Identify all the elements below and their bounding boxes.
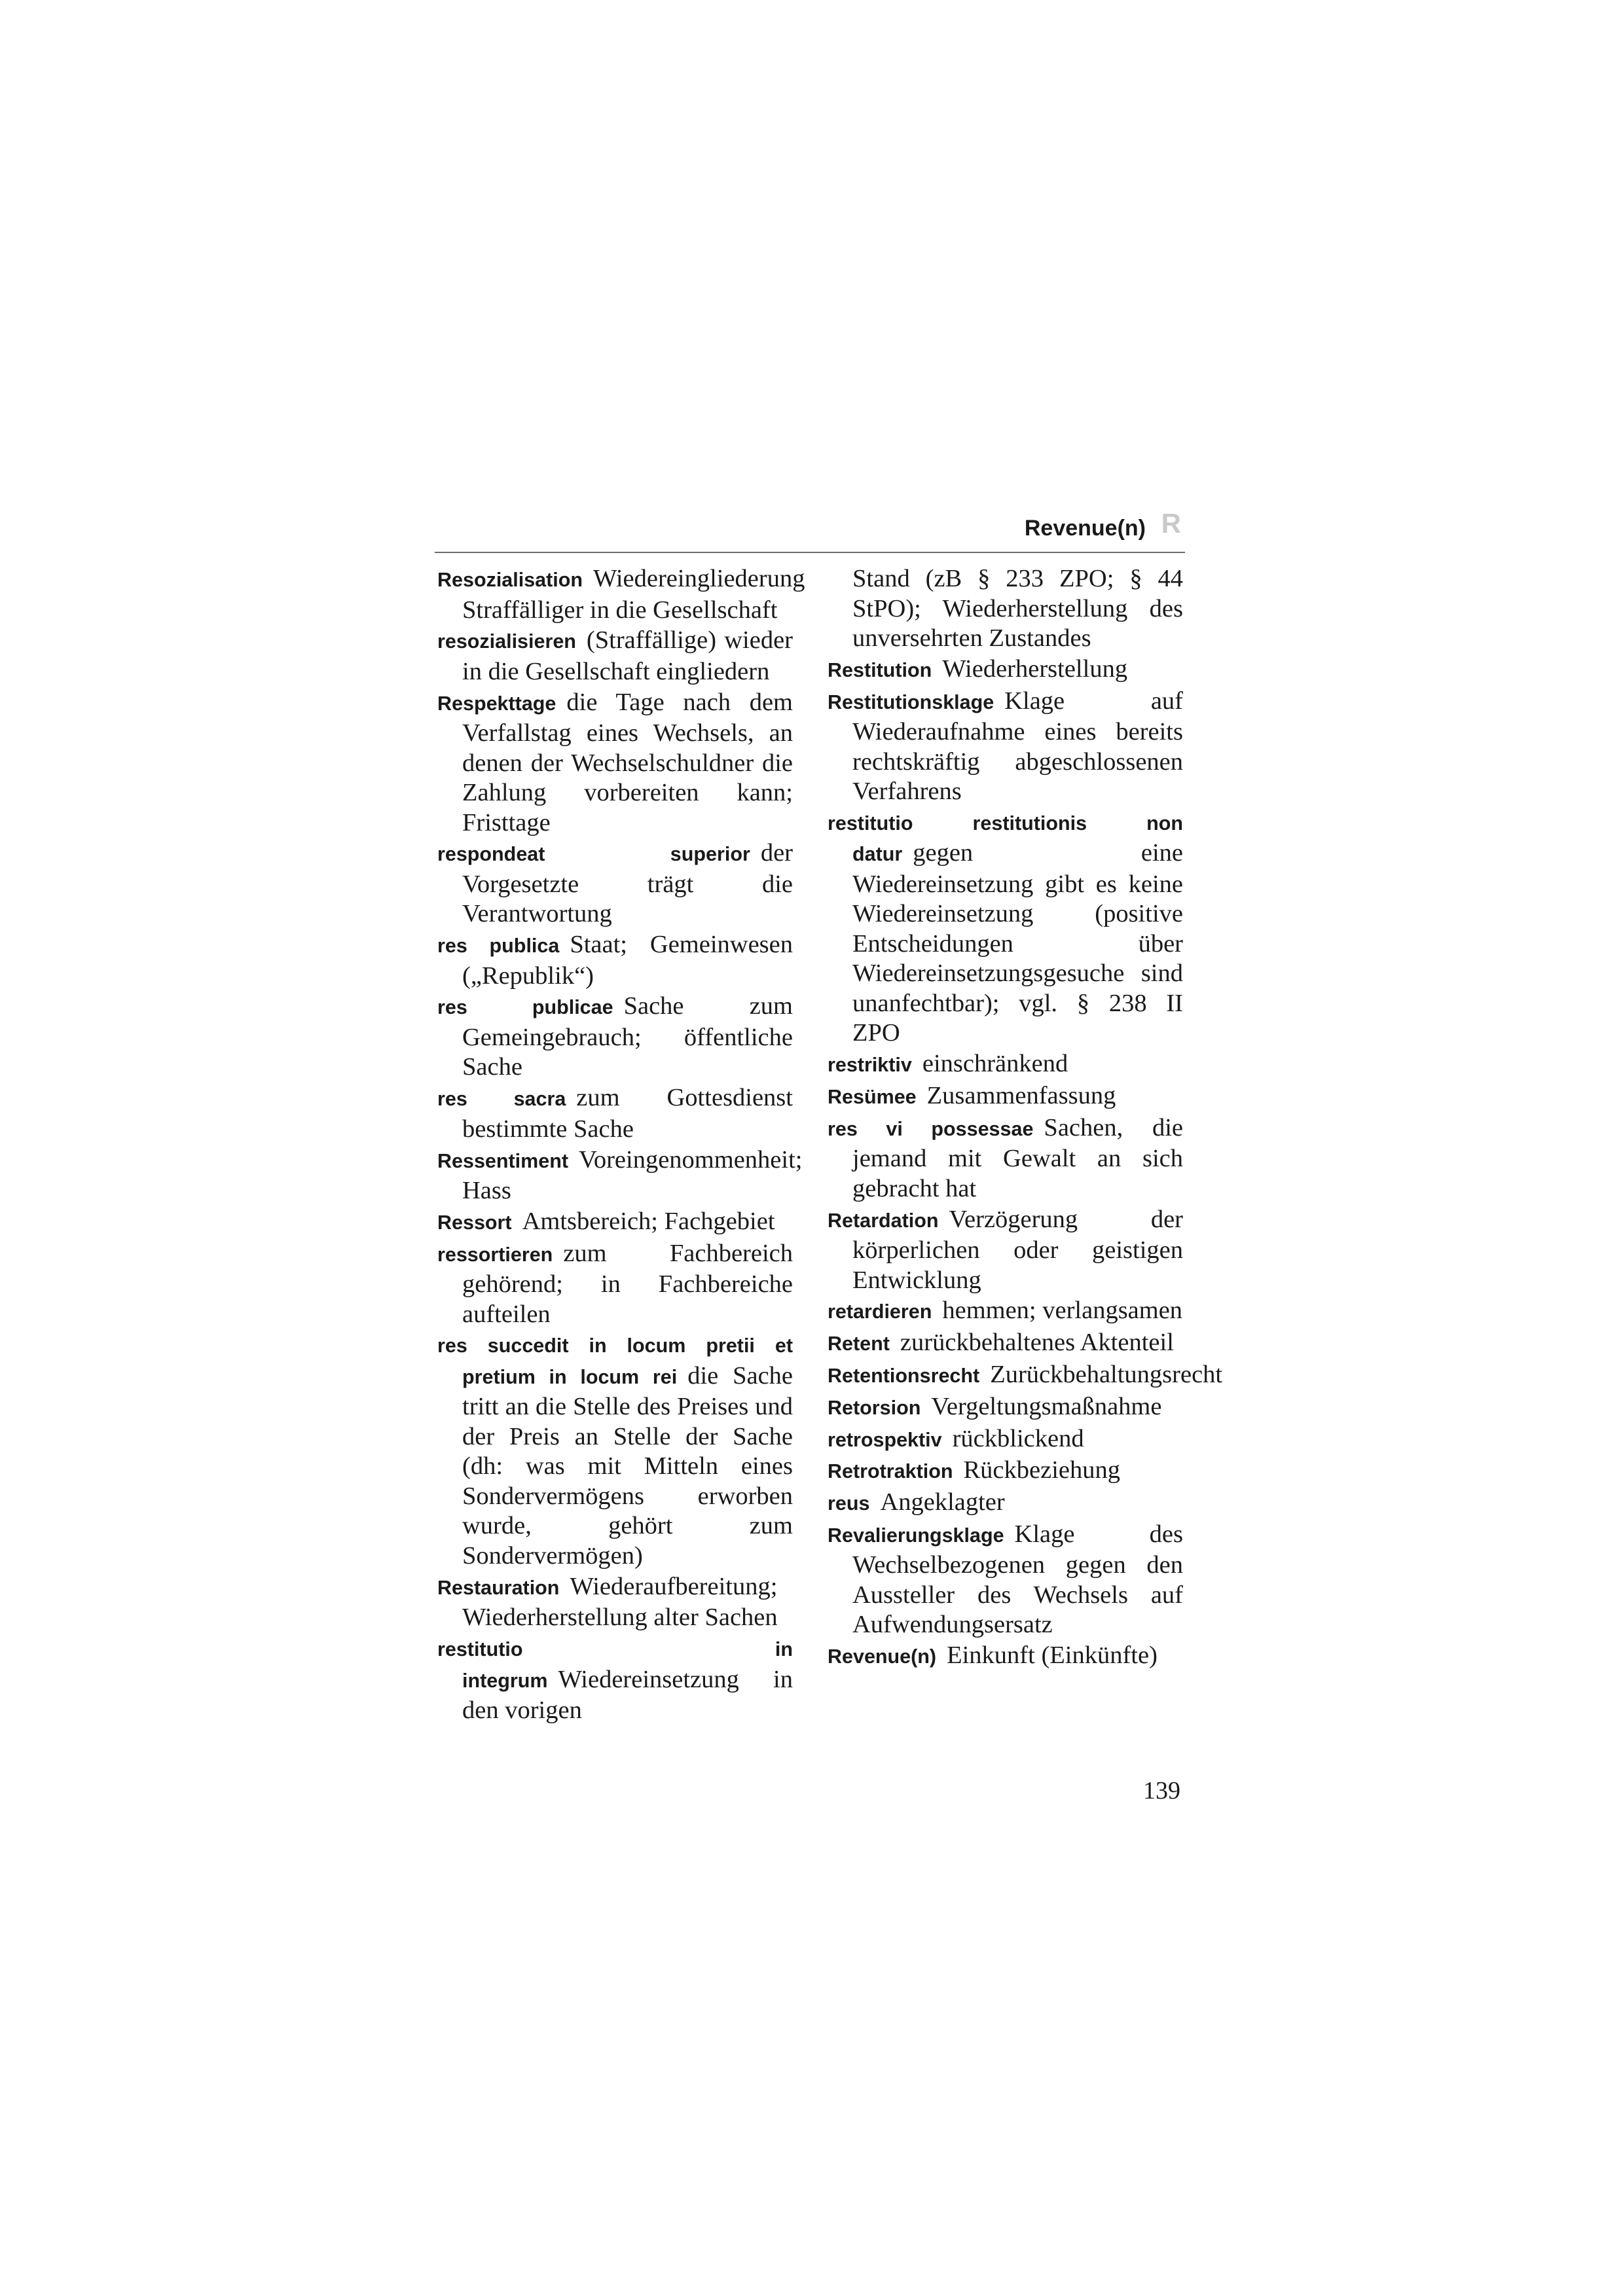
definition: Wiedereingliederung Straffälliger in die Gesellschaft — [462, 565, 805, 624]
dictionary-entry — [828, 1456, 1183, 1487]
dictionary-entry — [437, 992, 793, 1083]
definition: hemmen; verlangsamen — [942, 1297, 1183, 1325]
headword: reus — [828, 1492, 870, 1515]
dictionary-entry — [828, 687, 1183, 807]
right-column — [828, 564, 1223, 1673]
definition: rückblickend — [952, 1424, 1084, 1452]
definition: Amtsbereich; Fachgebiet — [522, 1207, 775, 1235]
headword: retrospektiv — [828, 1428, 942, 1451]
dictionary-entry — [828, 1328, 1183, 1359]
headword: Retrotraktion — [828, 1460, 953, 1483]
definition: zurückbehaltenes Aktenteil — [900, 1329, 1174, 1357]
headword: res succedit in locum pretii et pretium in locum rei — [437, 1335, 793, 1388]
headword: Restitutionsklage — [828, 691, 994, 713]
headword: Retardation — [828, 1209, 939, 1232]
definition: Klage auf Wiederaufnahme eines bereits rechtskräftig abgeschlossenen Verfahrens — [852, 687, 1183, 806]
definition: die Sache tritt an die Stelle des Preises und der Preis an Stelle der Sache (dh: was mit Mitteln eines Sondervermögens erworben wurde, gehört zum Sondervermögen) — [462, 1361, 793, 1570]
headword: Revenue(n) — [828, 1645, 937, 1668]
headword: resozialisieren — [437, 630, 576, 653]
dictionary-entry — [437, 1634, 793, 1726]
definition: Klage des Wechselbezogenen gegen den Aussteller des Wechsels auf Aufwendungsersatz — [852, 1520, 1183, 1639]
headword: Respekttage — [437, 692, 556, 715]
dictionary-entry — [828, 1049, 1183, 1081]
definition: Rückbeziehung — [963, 1456, 1120, 1484]
headword: ressortieren — [437, 1243, 553, 1266]
definition: der Vorgesetzte trägt die Verantwortung — [462, 839, 793, 928]
dictionary-entry — [828, 1488, 1183, 1519]
definition: Einkunft (Einkünfte) — [947, 1641, 1158, 1670]
dictionary-entry — [828, 1424, 1183, 1456]
definition: zum Fachbereich gehörend; in Fachbereiche aufteilen — [462, 1239, 793, 1328]
page-number: 139 — [1143, 1777, 1180, 1804]
definition: Wiederaufbereitung; Wiederherstellung alter Sachen — [462, 1572, 778, 1632]
dictionary-entry — [437, 1207, 793, 1238]
headword: restriktiv — [828, 1054, 912, 1077]
section-letter: R — [1161, 508, 1181, 539]
dictionary-entry — [828, 808, 1183, 1049]
definition: zum Gottesdienst bestimmte Sache — [462, 1084, 793, 1143]
definition: (Straffällige) wieder in die Gesellschaft eingliedern — [462, 626, 793, 685]
left-column — [437, 564, 805, 1727]
headword: Restitution — [828, 658, 932, 681]
definition: Zurückbehaltungsrecht — [990, 1360, 1223, 1388]
dictionary-entry — [828, 1641, 1183, 1672]
headword: Ressentiment — [437, 1149, 569, 1172]
headword: res publicae — [437, 996, 613, 1019]
definition: die Tage nach dem Verfallstag eines Wechsels, an denen der Wechselschuldner die Zahlung vorbereiten kann; Fristtage — [462, 688, 793, 836]
dictionary-entry — [828, 1081, 1183, 1113]
headword: res sacra — [437, 1088, 566, 1111]
dictionary-entry — [828, 1520, 1183, 1640]
definition: Wiederherstellung — [942, 655, 1128, 683]
dictionary-entry — [437, 930, 793, 991]
header-rule — [435, 552, 1185, 553]
dictionary-entry — [828, 1360, 1223, 1391]
headword: Ressort — [437, 1211, 512, 1234]
headword: res vi possessae — [828, 1117, 1034, 1140]
headword: Resümee — [828, 1085, 917, 1108]
definition: Wiedereinsetzung in den vorigen — [462, 1665, 793, 1725]
dictionary-entry — [828, 1205, 1183, 1296]
headword: res publica — [437, 935, 560, 958]
definition: Angeklagter — [880, 1488, 1005, 1516]
dictionary-entry — [437, 688, 793, 838]
headword: Resozialisation — [437, 569, 583, 591]
headword: Revalierungsklage — [828, 1524, 1004, 1547]
dictionary-entry — [437, 1572, 793, 1633]
dictionary-entry — [828, 1113, 1183, 1204]
running-head — [435, 504, 1185, 550]
headword: restitutio restitutionis non datur — [828, 812, 1183, 866]
headword: Retentionsrecht — [828, 1364, 980, 1387]
dictionary-entry — [437, 838, 793, 929]
definition: Vergeltungsmaßnahme — [931, 1392, 1162, 1420]
dictionary-entry — [437, 564, 805, 625]
definition: Verzögerung der körperlichen oder geistigen Entwicklung — [852, 1205, 1183, 1294]
headword: Restauration — [437, 1576, 560, 1599]
headword: Retorsion — [828, 1396, 921, 1419]
definition: Voreingenommenheit; Hass — [462, 1145, 803, 1205]
definition: Sachen, die jemand mit Gewalt an sich gebracht hat — [852, 1113, 1183, 1202]
definition: gegen eine Wiedereinsetzung gibt es keine Wiedereinsetzung (positive Entscheidungen über Wiedereinsetzungsgesuche sind unanfechtbar); vgl. § 238 II ZPO — [852, 839, 1183, 1047]
headword: retardieren — [828, 1300, 932, 1323]
dictionary-entry — [437, 1083, 793, 1144]
entry-continuation: Stand (zB § 233 ZPO; § 44 StPO); Wiederherstellung des unversehrten Zustandes — [852, 565, 1183, 652]
definition: einschränkend — [922, 1050, 1068, 1078]
dictionary-entry — [437, 1239, 793, 1330]
definition: Zusammenfassung — [926, 1081, 1116, 1109]
headword: Retent — [828, 1333, 890, 1355]
headword: restitutio in integrum — [437, 1638, 793, 1692]
running-head-word: Revenue(n) — [1024, 516, 1146, 541]
dictionary-entry — [828, 1392, 1183, 1424]
dictionary-entry — [828, 1296, 1183, 1327]
dictionary-entry — [437, 1330, 793, 1571]
definition: Staat; Gemeinwesen („Republik“) — [462, 931, 793, 990]
definition: Sache zum Gemeingebrauch; öffentliche Sache — [462, 992, 793, 1081]
dictionary-entry — [437, 1145, 803, 1206]
dictionary-entry — [437, 626, 793, 687]
dictionary-entry — [828, 655, 1183, 686]
headword: respondeat superior — [437, 843, 750, 866]
